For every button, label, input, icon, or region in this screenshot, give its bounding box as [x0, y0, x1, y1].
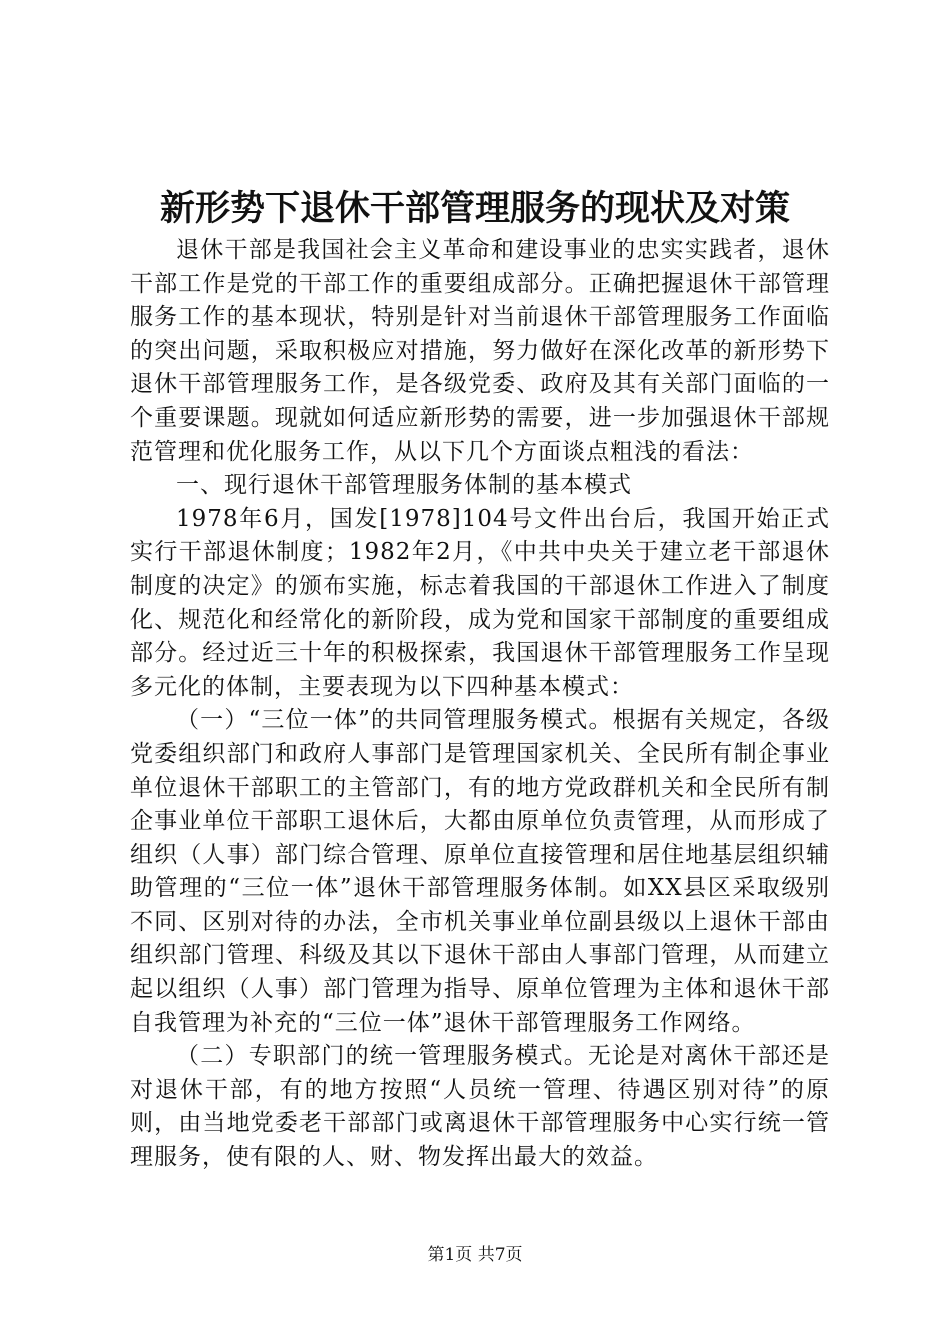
mode-one-paragraph: （一）“三位一体”的共同管理服务模式。根据有关规定，各级党委组织部门和政府人事部门是管理国家机关、全民所有制企事业单位退休干部职工的主管部门，有的地方党政群机关和全民所有制企事业单位干部职工退休后，大都由原单位负责管理，从而形成了组织（人事）部门综合管理、原单位直接管理和居住地基层组织辅助管理的“三位一体”退休干部管理服务体制。如XX县区采取级别不同、区别对待的办法，全市机关事业单位副县级以上退休干部由组织部门管理、科级及其以下退休干部由人事部门管理，从而建立起以组织（人事）部门管理为指导、原单位管理为主体和退休干部自我管理为补充的“三位一体”退休干部管理服务工作网络。: [130, 707, 830, 1036]
intro-paragraph: 退休干部是我国社会主义革命和建设事业的忠实实践者，退休干部工作是党的干部工作的重要组成部分。正确把握退休干部管理服务工作的基本现状，特别是针对当前退休干部管理服务工作面临的突出问题，采取积极应对措施，努力做好在深化改革的新形势下退休干部管理服务工作，是各级党委、政府及其有关部门面临的一个重要课题。现就如何适应新形势的需要，进一步加强退休干部规范管理和优化服务工作，从以下几个方面谈点粗浅的看法：: [130, 237, 830, 465]
history-paragraph: 1978年6月，国发[1978]104号文件出台后，我国开始正式实行干部退休制度；1982年2月，《中共中央关于建立老干部退休制度的决定》的颁布实施，标志着我国的干部退休工作进入了制度化、规范化和经常化的新阶段，成为党和国家干部制度的重要组成部分。经过近三十年的积极探索，我国退休干部管理服务工作呈现多元化的体制，主要表现为以下四种基本模式：: [130, 505, 830, 700]
section-heading-1: 一、现行退休干部管理服务体制的基本模式: [176, 472, 632, 499]
document-title: 新形势下退休干部管理服务的现状及对策: [159, 188, 790, 229]
document-body: [130, 234, 830, 1175]
page-indicator: 第1页 共7页: [427, 1245, 523, 1265]
mode-two-paragraph: （二）专职部门的统一管理服务模式。无论是对离休干部还是对退休干部，有的地方按照“人员统一管理、待遇区别对待”的原则，由当地党委老干部部门或离退休干部管理服务中心实行统一管理服务，使有限的人、财、物发挥出最大的效益。: [130, 1043, 830, 1171]
